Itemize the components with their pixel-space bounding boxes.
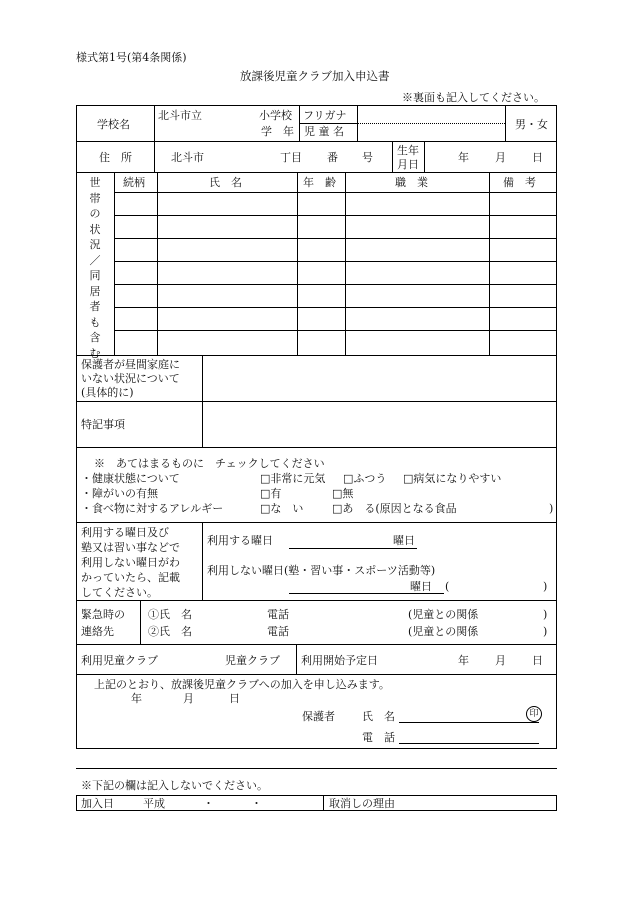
vertical-char: 含 [89,331,101,344]
health-sickly[interactable]: □病気になりやすい [403,472,502,485]
guardian-name-label: 氏 名 [362,710,395,723]
col-name: 氏 名 [209,176,242,189]
days-label-2: 塾又は習い事などで [81,541,180,554]
form-number: 様式第1号(第4条関係) [76,51,187,64]
col-remarks: 備 考 [503,176,536,189]
household-vertical-label [88,175,102,361]
address-city: 北斗市 [171,151,204,164]
vertical-char: 者 [89,300,101,313]
start-date-label: 利用開始予定日 [301,654,378,667]
row-special [76,401,557,447]
allergy-close-paren: ) [549,502,554,515]
household-table [76,172,557,360]
app-day: 日 [229,692,240,705]
city-school: 北斗市立 [158,109,202,122]
allergy-yes[interactable]: □あ る(原因となる食品 [332,502,457,515]
separator-line [76,768,557,769]
disability-yes[interactable]: □有 [260,487,282,500]
address-label: 住 所 [99,151,132,164]
allergy-label: ・食べ物に対するアレルギー [81,502,224,515]
contact2-relation: (児童との関係 [408,625,479,638]
nouse-days-suffix: 曜日 [410,580,432,593]
guardian-name-line[interactable] [399,722,539,723]
use-days-suffix: 曜日 [393,534,415,547]
row-school [76,105,557,141]
vertical-char: ／ [89,253,101,267]
vertical-char: 状 [89,222,101,236]
health-label: ・健康状態について [81,472,180,485]
contact1-relation-close: ) [543,608,548,621]
ban-label: 番 [327,151,338,164]
days-label-5: してください。 [81,586,158,599]
allergy-none[interactable]: □な い [260,502,304,515]
go-label: 号 [362,151,373,164]
vertical-char: 同 [89,269,101,282]
start-day: 日 [532,654,543,667]
checks-heading: ※ あてはまるものに チェックしてください [94,457,325,470]
birth-month: 月 [495,151,506,164]
birth-day: 日 [532,151,543,164]
gender-label: 男・女 [515,118,548,131]
application-section [76,674,557,749]
vertical-char: 況 [89,238,101,251]
days-label-3: 利用しない曜日がわ [81,556,180,569]
contact1-relation: (児童との関係 [408,608,479,621]
contact2-relation-close: ) [543,625,548,638]
special-label: 特記事項 [81,418,125,431]
col-relation: 続柄 [123,176,145,189]
guardian-phone-line[interactable] [399,743,539,744]
absence-label-3: (具体的に) [81,386,134,399]
date-dot-2: ・ [251,797,262,810]
row-club [76,644,557,674]
use-days-line[interactable] [289,548,417,549]
contact2-phone: 電話 [267,625,289,638]
birth-label-2: 月日 [397,158,419,171]
birth-year: 年 [458,151,469,164]
cancel-reason-label: 取消しの理由 [329,797,395,810]
vertical-char: も [89,315,101,329]
emergency-label-2: 連絡先 [81,625,114,638]
nouse-days-line[interactable] [289,593,444,594]
start-year: 年 [458,654,469,667]
date-dot-1: ・ [203,797,214,810]
office-table [76,795,557,811]
row-absence [76,355,557,401]
app-year: 年 [131,692,142,705]
guardian-phone-label: 電 話 [362,731,395,744]
vertical-char: 帯 [89,191,101,205]
days-label-1: 利用する曜日及び [81,526,169,539]
row-address [76,141,557,172]
office-note: ※下記の欄は記入しないでください。 [81,779,268,792]
vertical-char: の [89,207,101,220]
col-occupation: 職 業 [395,176,428,189]
nouse-paren-close: ) [543,580,548,593]
note-fill-back: ※裏面も記入してください。 [402,91,545,104]
contact2-name: ②氏 名 [148,625,192,638]
absence-label-1: 保護者が昼間家庭に [81,358,180,371]
nouse-days-label: 利用しない曜日(塾・習い事・スポーツ活動等) [207,564,436,577]
disability-label: ・障がいの有無 [81,487,158,500]
days-label-4: かっていたら、記載 [81,571,180,584]
vertical-char: む [89,346,101,360]
use-days-label: 利用する曜日 [207,534,273,547]
vertical-char: 世 [89,176,101,189]
checks-section [76,447,557,522]
contact1-phone: 電話 [267,608,289,621]
row-days [76,522,557,600]
col-age: 年 齢 [303,176,336,189]
application-statement: 上記のとおり、放課後児童クラブへの加入を申し込みます。 [94,678,390,691]
grade-label: 学 年 [261,125,294,138]
chome-label: 丁目 [280,151,302,164]
health-normal[interactable]: □ふつう [343,472,387,485]
club-suffix: 児童クラブ [225,654,280,667]
vertical-char: 居 [89,284,101,298]
health-very-good[interactable]: □非常に元気 [260,472,326,485]
era-label: 平成 [143,797,165,810]
club-label: 利用児童クラブ [81,654,158,667]
form-title: 放課後児童クラブ加入申込書 [240,69,390,83]
start-month: 月 [495,654,506,667]
guardian-label: 保護者 [302,710,335,723]
child-name-label: 児 童 名 [304,125,344,138]
nouse-paren-open: ( [445,580,450,593]
birth-label-1: 生年 [397,144,419,157]
app-month: 月 [183,692,194,705]
disability-no[interactable]: □無 [332,487,354,500]
school-label: 学校名 [97,118,130,131]
elementary-label: 小学校 [259,109,292,122]
row-emergency [76,600,557,644]
seal-mark: 印 [526,706,542,722]
absence-label-2: いない状況について [81,372,180,385]
furigana-label: フリガナ [303,109,347,122]
join-date-label: 加入日 [81,797,114,810]
contact1-name: ①氏 名 [148,608,192,621]
emergency-label-1: 緊急時の [81,608,125,621]
